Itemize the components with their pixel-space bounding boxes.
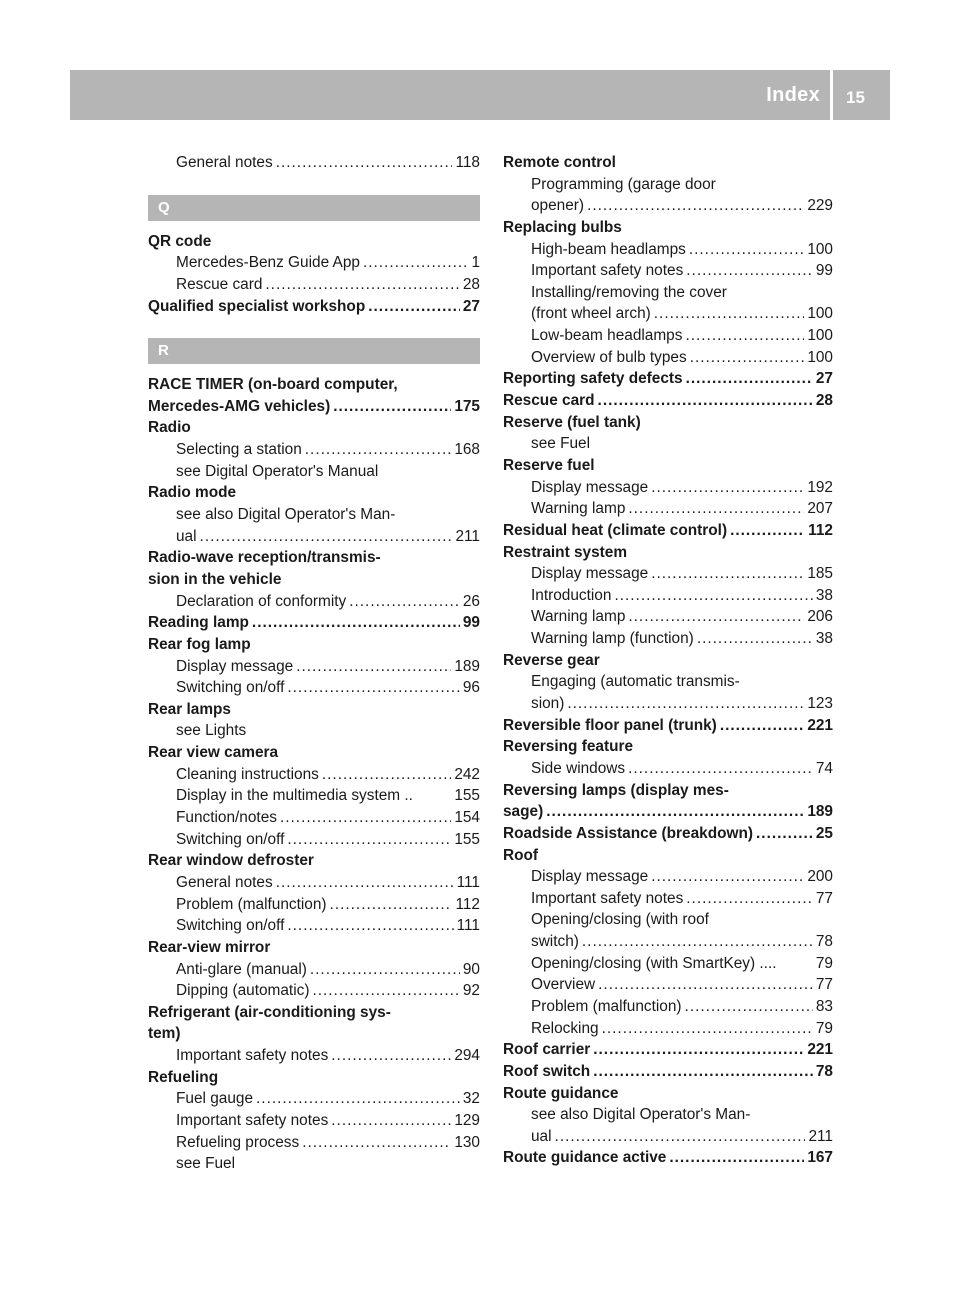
index-sub-entry [148,872,480,894]
index-sub-entry [503,195,833,217]
entry-page-number: 175 [454,397,480,415]
entry-text: QR code [148,232,212,250]
index-sub-entry [148,1045,480,1067]
index-sub-entry [503,693,833,715]
entry-page-number: 32 [462,1090,480,1108]
entry-text: Relocking [531,1019,599,1037]
index-sub-entry [503,909,833,931]
index-sub-entry [503,585,833,607]
entry-text: Residual heat (climate control) [503,521,728,539]
index-main-entry [148,634,480,656]
index-main-entry [148,374,480,396]
leader-dots [280,807,451,829]
leader-dots [567,693,804,715]
index-sub-entry [503,1018,833,1040]
leader-dots [756,823,813,845]
index-sub-entry [148,764,480,786]
entry-page-number: 90 [462,960,480,978]
entry-text: Reversing lamps (display mes- [503,781,729,799]
entry-page-number: 118 [455,154,480,171]
leader-dots [685,325,804,347]
entry-text: sion in the vehicle [148,570,282,588]
entry-text: see also Digital Operator's Man- [531,1106,751,1124]
index-main-entry [503,542,833,564]
index-main-entry [503,1061,833,1083]
entry-text: Roof carrier [503,1041,591,1059]
entry-text: Engaging (automatic transmis- [531,673,740,691]
entry-text: Rear window defroster [148,852,314,870]
entry-text: Cleaning instructions [176,765,319,783]
entry-page-number: 200 [807,868,833,886]
index-sub-entry [148,591,480,613]
index-main-entry [503,217,833,239]
index-sub-entry [503,866,833,888]
index-main-entry [503,1147,833,1169]
entry-text: ual [531,1127,552,1145]
entry-page-number: 99 [462,614,480,632]
entry-text: tem) [148,1025,181,1043]
entry-page-number: 74 [815,759,833,777]
leader-dots [614,585,812,607]
leader-dots [651,866,804,888]
index-sub-entry [503,282,833,304]
leader-dots [200,526,453,548]
index-main-entry [503,823,833,845]
leader-dots [287,829,451,851]
entry-page-number: 100 [807,348,833,366]
index-sub-entry [148,504,480,526]
entry-page-number: 100 [807,327,833,345]
entry-page-number: 92 [462,982,480,1000]
entry-page-number: 111 [456,917,480,935]
index-sub-entry [503,974,833,996]
entry-text: Display in the multimedia system .. [176,787,413,805]
index-sub-entry [503,498,833,520]
leader-dots [720,715,805,737]
entry-text: see Fuel [531,435,591,453]
entry-page-number: 192 [807,478,833,496]
index-main-entry [148,1023,480,1045]
entry-page-number: 211 [808,1127,833,1145]
entry-text: Introduction [531,586,612,604]
index-main-entry [148,396,480,418]
entry-text: Reading lamp [148,614,249,632]
entry-text: Remote control [503,154,616,171]
entry-page-number: 155 [454,830,480,848]
entry-text: Overview [531,976,596,994]
index-main-entry [148,937,480,959]
index-sub-entry [148,1132,480,1154]
entry-text: Rear-view mirror [148,938,271,956]
leader-dots [628,758,813,780]
entry-page-number: 25 [815,824,833,842]
entry-text: Switching on/off [176,679,285,697]
entry-page-number: 129 [454,1111,480,1129]
index-main-entry [148,482,480,504]
index-sub-entry [148,980,480,1002]
leader-dots [312,980,459,1002]
entry-page-number: 77 [815,976,833,994]
index-main-entry [148,850,480,872]
entry-text: Installing/removing the cover [531,283,727,301]
index-sub-entry [503,628,833,650]
leader-dots [252,612,460,634]
entry-text: Warning lamp [531,500,626,518]
index-main-entry [148,231,480,253]
index-sub-entry [503,325,833,347]
index-main-entry [503,715,833,737]
entry-text: Switching on/off [176,830,285,848]
entry-text: Reserve (fuel tank) [503,413,641,431]
index-main-entry [503,650,833,672]
entry-page-number: 221 [807,716,833,734]
index-sub-entry [503,1104,833,1126]
entry-page-number: 78 [815,1062,833,1080]
entry-text: Problem (malfunction) [531,997,682,1015]
entry-text: see also Digital Operator's Man- [176,506,396,524]
leader-dots [686,260,813,282]
entry-page-number: 79 [815,954,833,972]
entry-page-number: 26 [462,592,480,610]
index-main-entry [503,1083,833,1105]
entry-page-number: 207 [807,500,833,518]
index-sub-entry [148,807,480,829]
index-main-entry [148,569,480,591]
index-sub-entry [148,439,480,461]
leader-dots [276,152,453,174]
entry-text: Roof switch [503,1062,591,1080]
leader-dots [628,606,804,628]
index-sub-entry [148,959,480,981]
leader-dots [555,1126,806,1148]
leader-dots [310,959,460,981]
leader-dots [256,1088,460,1110]
index-sub-entry [503,1126,833,1148]
entry-text: ual [176,527,197,545]
index-main-entry [503,780,833,802]
entry-text: Warning lamp (function) [531,630,694,648]
index-main-entry [148,1067,480,1089]
entry-page-number: 100 [807,305,833,323]
entry-text: Route guidance [503,1084,619,1102]
entry-page-number: 112 [455,895,480,913]
entry-text: General notes [176,154,273,171]
entry-text: Side windows [531,759,626,777]
entry-text: Mercedes-Benz Guide App [176,254,360,272]
entry-text: Switching on/off [176,917,285,935]
entry-text: Roof [503,846,539,864]
index-sub-entry [148,152,480,174]
entry-text: Reserve fuel [503,456,595,474]
entry-text: RACE TIMER (on-board computer, [148,376,398,394]
index-sub-entry [148,1110,480,1132]
entry-page-number: 221 [807,1041,833,1059]
entry-text: Rescue card [176,275,263,293]
entry-text: sion) [531,695,565,713]
entry-text: sage) [503,803,544,821]
entry-text: Refrigerant (air-conditioning sys- [148,1003,391,1021]
index-main-entry [503,368,833,390]
leader-dots [582,931,813,953]
entry-text: Function/notes [176,809,277,827]
entry-text: Display message [531,565,649,583]
entry-text: Route guidance active [503,1149,667,1167]
leader-dots [690,347,805,369]
entry-page-number: 27 [462,297,480,315]
entry-text: Overview of bulb types [531,348,687,366]
index-sub-entry [148,894,480,916]
index-main-entry [148,547,480,569]
leader-dots [546,801,804,823]
index-sub-entry [503,888,833,910]
entry-text: (front wheel arch) [531,305,651,323]
entry-text: Refueling [148,1068,219,1086]
entry-text: Rescue card [503,392,595,410]
index-main-entry [148,417,480,439]
entry-page-number: 96 [462,679,480,697]
entry-page-number: 111 [456,873,480,891]
leader-dots [654,303,805,325]
entry-text: Reversible floor panel (trunk) [503,716,717,734]
leader-dots [730,520,805,542]
leader-dots [287,915,453,937]
index-sub-entry [503,758,833,780]
entry-text: Anti-glare (manual) [176,960,307,978]
entry-text: Dipping (automatic) [176,982,310,1000]
entry-text: High-beam headlamps [531,240,686,258]
leader-dots [296,656,451,678]
entry-page-number: 112 [808,521,833,539]
entry-page-number: 154 [454,809,480,827]
entry-page-number: 294 [454,1047,480,1065]
index-sub-entry [148,656,480,678]
leader-dots [265,274,459,296]
index-sub-entry [148,829,480,851]
index-sub-entry [503,433,833,455]
entry-page-number: 155 [454,787,480,805]
entry-text: Restraint system [503,543,628,561]
leader-dots [598,974,813,996]
leader-dots [276,872,454,894]
entry-page-number: 38 [815,586,833,604]
entry-text: Fuel gauge [176,1090,254,1108]
leader-dots [598,390,813,412]
leader-dots [302,1132,451,1154]
entry-text: Important safety notes [531,262,684,280]
index-main-entry [503,412,833,434]
entry-page-number: 185 [807,565,833,583]
leader-dots [686,368,813,390]
leader-dots [305,439,452,461]
entry-text: switch) [531,933,579,951]
entry-page-number: 78 [815,933,833,951]
index-sub-entry [148,1153,480,1175]
entry-text: Warning lamp [531,608,626,626]
index-sub-entry [503,347,833,369]
entry-text: Mercedes-AMG vehicles) [148,397,331,415]
index-main-entry [503,736,833,758]
index-sub-entry [148,677,480,699]
entry-text: Rear lamps [148,700,231,718]
index-sub-entry [148,720,480,742]
index-main-entry [503,845,833,867]
entry-page-number: 1 [471,254,480,272]
entry-page-number: 38 [815,630,833,648]
entry-page-number: 211 [455,527,480,545]
entry-text: Low-beam headlamps [531,327,683,345]
entry-text: General notes [176,873,273,891]
index-sub-entry [503,563,833,585]
index-sub-entry [148,785,480,807]
entry-text: Opening/closing (with SmartKey) .... [531,954,777,972]
entry-page-number: 168 [454,441,480,459]
leader-dots [697,628,813,650]
entry-text: Opening/closing (with roof [531,911,709,929]
leader-dots [689,239,804,261]
leader-dots [287,677,460,699]
index-main-entry [503,1039,833,1061]
index-sub-entry [503,931,833,953]
index-column-right [503,152,833,1169]
index-letter-header: Q [148,195,480,221]
entry-text: Display message [176,657,294,675]
index-sub-entry [148,915,480,937]
index-sub-entry [148,274,480,296]
leader-dots [587,195,804,217]
index-main-entry [148,699,480,721]
entry-page-number: 79 [815,1019,833,1037]
entry-text: Important safety notes [531,889,684,907]
index-column-left [148,152,480,1175]
entry-text: Display message [531,868,649,886]
entry-page-number: 27 [815,370,833,388]
index-sub-entry [148,461,480,483]
leader-dots [685,996,813,1018]
index-sub-entry [503,953,833,975]
entry-page-number: 100 [807,240,833,258]
entry-page-number: 123 [807,695,833,713]
entry-text: Rear view camera [148,744,279,762]
index-main-entry [148,296,480,318]
entry-page-number: 77 [815,889,833,907]
leader-dots [349,591,460,613]
leader-dots [363,252,469,274]
entry-text: Roadside Assistance (breakdown) [503,824,754,842]
entry-page-number: 189 [454,657,480,675]
leader-dots [628,498,804,520]
entry-page-number: 99 [815,262,833,280]
index-main-entry [148,742,480,764]
entry-text: Qualified specialist workshop [148,297,366,315]
entry-text: Radio [148,419,191,437]
entry-text: Declaration of conformity [176,592,347,610]
entry-text: Rear fog lamp [148,635,251,653]
entry-page-number: 167 [807,1149,833,1167]
leader-dots [651,477,804,499]
index-main-entry [503,390,833,412]
index-main-entry [503,455,833,477]
index-sub-entry [503,477,833,499]
entry-page-number: 206 [807,608,833,626]
entry-page-number: 28 [462,275,480,293]
leader-dots [368,296,460,318]
index-sub-entry [503,996,833,1018]
entry-text: Radio mode [148,484,237,502]
index-main-entry [503,152,833,174]
index-main-entry [148,1002,480,1024]
index-sub-entry [503,174,833,196]
header-divider [830,70,833,120]
entry-text: Refueling process [176,1133,300,1151]
page-title: Index [766,84,820,106]
entry-text: opener) [531,197,585,215]
entry-text: Display message [531,478,649,496]
index-sub-entry [148,252,480,274]
leader-dots [602,1018,813,1040]
entry-text: Selecting a station [176,441,302,459]
index-sub-entry [503,239,833,261]
leader-dots [651,563,804,585]
leader-dots [331,1045,451,1067]
index-sub-entry [148,526,480,548]
index-sub-entry [503,671,833,693]
index-main-entry [503,520,833,542]
index-sub-entry [503,303,833,325]
leader-dots [686,888,813,910]
entry-page-number: 229 [807,197,833,215]
index-letter-header: R [148,338,480,364]
leader-dots [322,764,451,786]
leader-dots [333,396,451,418]
entry-page-number: 189 [807,803,833,821]
index-sub-entry [503,606,833,628]
entry-text: Problem (malfunction) [176,895,327,913]
entry-page-number: 83 [815,997,833,1015]
entry-text: Programming (garage door [531,175,716,193]
leader-dots [331,1110,451,1132]
leader-dots [669,1147,804,1169]
entry-page-number: 130 [454,1133,480,1151]
entry-text: Important safety notes [176,1111,329,1129]
entry-text: Radio-wave reception/transmis- [148,549,381,567]
entry-page-number: 242 [454,765,480,783]
page-number: 15 [846,88,865,107]
entry-text: Important safety notes [176,1047,329,1065]
index-main-entry [503,801,833,823]
entry-text: see Fuel [176,1155,236,1173]
leader-dots [593,1061,813,1083]
entry-text: see Lights [176,722,247,740]
entry-page-number: 28 [815,392,833,410]
index-main-entry [148,612,480,634]
entry-text: Reverse gear [503,651,600,669]
entry-text: Reporting safety defects [503,370,683,388]
entry-text: Reversing feature [503,738,634,756]
leader-dots [330,894,453,916]
index-sub-entry [148,1088,480,1110]
leader-dots [593,1039,804,1061]
entry-text: Replacing bulbs [503,218,622,236]
entry-text: see Digital Operator's Manual [176,462,379,480]
index-sub-entry [503,260,833,282]
